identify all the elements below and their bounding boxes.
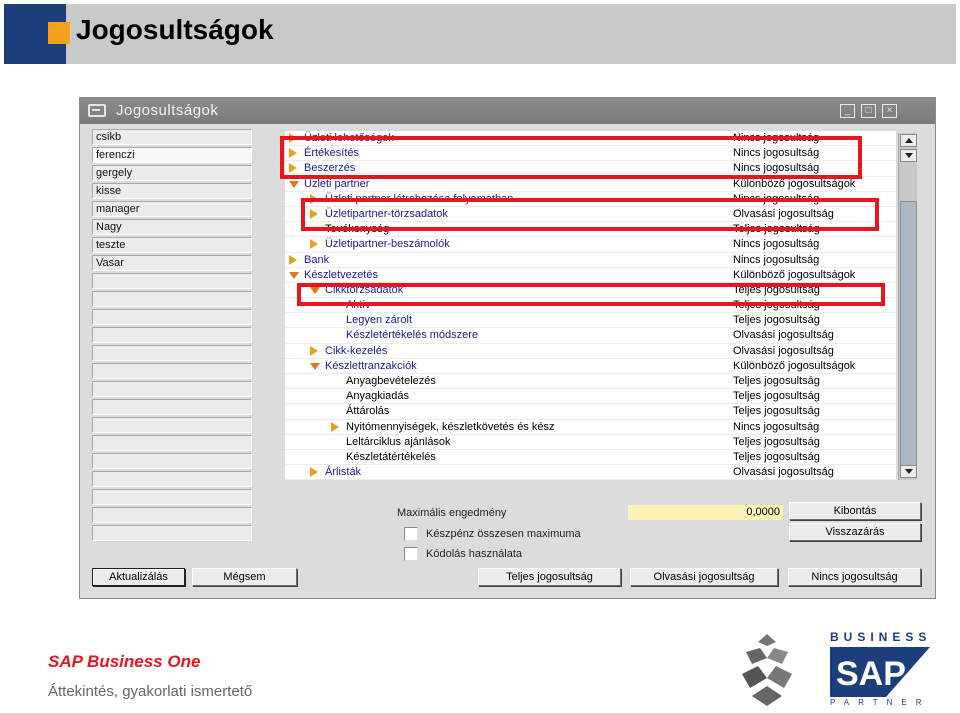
user-item[interactable] (92, 381, 252, 397)
scroll-up-button[interactable] (900, 134, 917, 147)
user-item[interactable] (92, 345, 252, 361)
collapsed-arrow-icon[interactable] (310, 467, 318, 477)
update-button[interactable]: Aktualizálás (92, 568, 185, 586)
tree-row-label: Üzletipartner-törzsadatok (325, 207, 448, 220)
scroll-down-bottom-button[interactable] (900, 465, 917, 478)
user-item[interactable] (92, 327, 252, 343)
cash-total-label: Készpénz összesen maximuma (426, 528, 581, 540)
tree-row-label: Üzletipartner-beszámolók (325, 238, 450, 251)
expand-button[interactable]: Kibontás (789, 502, 921, 520)
tree-row-permission[interactable]: Teljes jogosultság (733, 375, 820, 387)
collapsed-arrow-icon[interactable] (331, 422, 339, 432)
user-item[interactable] (92, 489, 252, 505)
coding-label: Kódolás használata (426, 548, 523, 560)
tree-row-permission[interactable]: Nincs jogosultság (733, 253, 820, 266)
tree-row-permission[interactable]: Teljes jogosultság (733, 450, 820, 463)
tree-row-permission[interactable]: Különböző jogosultságok (733, 177, 856, 190)
header-orange-square (48, 22, 70, 44)
window-form-icon (88, 104, 106, 117)
tree-row-permission[interactable]: Nincs jogosultság (733, 132, 820, 144)
coding-checkbox[interactable] (404, 547, 418, 561)
sap-business-partner-logo (830, 630, 930, 710)
highlight-sales-purchase (280, 136, 862, 179)
tree-row-label: Készletvezetés (304, 268, 378, 281)
user-item[interactable] (92, 435, 252, 451)
tree-row[interactable] (285, 253, 896, 268)
tree-row-permission[interactable]: Teljes jogosultság (733, 283, 820, 296)
tree-row[interactable] (285, 435, 896, 450)
collapse-button[interactable]: Visszazárás (789, 523, 921, 541)
user-item[interactable]: kisse (92, 183, 252, 199)
tree-row[interactable] (285, 344, 896, 359)
highlight-item-master (297, 283, 885, 306)
slide-title: Jogosultságok (76, 14, 274, 45)
window-title: Jogosultságok (116, 102, 219, 119)
tree-row-label: Üzleti partner (304, 177, 370, 190)
tree-row-permission[interactable]: Különböző jogosultságok (733, 359, 856, 372)
tree-row-label: Készletértékelés módszere (346, 329, 479, 342)
tree-row-label: Nyitómennyiségek, készletkövetés és kész (346, 420, 555, 433)
user-item[interactable] (92, 471, 252, 487)
tree-row-permission[interactable]: Különböző jogosultságok (733, 268, 856, 281)
tree-row[interactable] (285, 374, 896, 389)
tree-row-label: Értékesítés (304, 147, 360, 160)
user-item[interactable] (92, 363, 252, 379)
user-item[interactable] (92, 453, 252, 469)
tree-row[interactable] (285, 420, 896, 435)
tree-row-label: Készlettranzakciók (325, 359, 417, 372)
scroll-thumb[interactable] (900, 201, 917, 469)
tree-row[interactable] (285, 465, 896, 480)
full-permission-button[interactable]: Teljes jogosultság (478, 568, 621, 586)
tree-row-label: Anyagkiadás (346, 390, 409, 403)
tree-row-permission[interactable]: Nincs jogosultság (733, 238, 820, 251)
tree-row-permission[interactable]: Teljes jogosultság (733, 299, 820, 312)
scroll-down-button[interactable] (900, 149, 917, 162)
tree-row-label: Cikktörzsadatok (325, 283, 404, 296)
tree-row-label: Aktív (346, 299, 371, 312)
cash-total-checkbox[interactable] (404, 527, 418, 541)
max-discount-field[interactable]: 0,0000 (628, 505, 783, 520)
tree-row-label: Üzleti partner létrehozása folyamatban (325, 192, 514, 205)
footer-brand: SAP Business One (48, 652, 201, 671)
collapsed-arrow-icon[interactable] (289, 255, 297, 265)
tree-row-permission[interactable]: Teljes jogosultság (733, 223, 820, 236)
user-item[interactable] (92, 291, 252, 307)
tree-scrollbar[interactable] (898, 133, 917, 480)
tree-row[interactable] (285, 450, 896, 465)
logo-partner-text: PARTNER (830, 698, 931, 707)
user-item[interactable]: gergely (92, 165, 252, 181)
maximize-button[interactable]: □ (861, 104, 876, 118)
slide-header (4, 4, 956, 64)
tree-row-label: Leltárciklus ajánlások (346, 435, 451, 448)
tree-row[interactable] (285, 313, 896, 328)
user-item[interactable]: Vasar (92, 255, 252, 271)
expanded-arrow-icon[interactable] (289, 272, 299, 279)
partner-swirl-logo (738, 630, 796, 710)
user-item[interactable] (92, 399, 252, 415)
tree-row-label: Bank (304, 253, 330, 266)
tree-row-permission[interactable]: Teljes jogosultság (733, 435, 820, 448)
tree-row-permission[interactable]: Olvasási jogosultság (733, 207, 834, 220)
logo-business-text: BUSINESS (830, 630, 932, 644)
expanded-arrow-icon[interactable] (289, 181, 299, 188)
user-item[interactable] (92, 417, 252, 433)
user-item[interactable]: Nagy (92, 219, 252, 235)
collapsed-arrow-icon[interactable] (310, 346, 318, 356)
tree-row[interactable] (285, 404, 896, 419)
tree-row-label: Üzleti lehetőségek (304, 132, 394, 144)
minimize-button[interactable]: _ (840, 104, 855, 118)
sap-mark-icon (830, 647, 930, 697)
highlight-bp-master (301, 198, 879, 231)
tree-row-permission[interactable]: Nincs jogosultság (733, 162, 820, 175)
tree-row-permission[interactable]: Nincs jogosultság (733, 192, 820, 205)
expanded-arrow-icon[interactable] (310, 363, 320, 370)
tree-row-permission[interactable]: Olvasási jogosultság (733, 344, 834, 357)
tree-row-permission[interactable]: Nincs jogosultság (733, 420, 820, 433)
tree-row[interactable] (285, 359, 896, 374)
user-item[interactable]: ferenczi (92, 147, 252, 163)
window-titlebar[interactable] (80, 98, 935, 124)
user-item[interactable] (92, 525, 252, 541)
tree-row[interactable] (285, 389, 896, 404)
user-list (92, 129, 252, 543)
user-item[interactable]: teszte (92, 237, 252, 253)
sap-mark-text: SAP (836, 655, 906, 693)
close-button[interactable]: × (882, 104, 897, 118)
tree-row-label: Anyagbevételezés (346, 375, 436, 387)
tree-row-label: Tevékenység (325, 223, 390, 236)
tree-row-permission[interactable]: Olvasási jogosultság (733, 329, 834, 342)
read-permission-button[interactable]: Olvasási jogosultság (630, 568, 778, 586)
collapsed-arrow-icon[interactable] (310, 239, 318, 249)
tree-row-label: Készletátértékelés (346, 450, 436, 463)
tree-row-label: Árlisták (325, 466, 362, 479)
no-permission-button[interactable]: Nincs jogosultság (788, 568, 921, 586)
tree-row-label: Áttárolás (346, 405, 390, 418)
tree-row-permission[interactable]: Olvasási jogosultság (733, 466, 834, 479)
tree-row-label: Beszerzés (304, 162, 356, 175)
tree-row[interactable] (285, 328, 896, 343)
tree-row-label: Legyen zárolt (346, 314, 413, 327)
tree-row-permission[interactable]: Teljes jogosultság (733, 314, 820, 327)
user-item[interactable]: csikb (92, 129, 252, 145)
user-item[interactable]: manager (92, 201, 252, 217)
user-item[interactable] (92, 507, 252, 523)
max-discount-label: Maximális engedmény (397, 507, 507, 519)
cancel-button[interactable]: Mégsem (192, 568, 297, 586)
tree-row-permission[interactable]: Teljes jogosultság (733, 405, 820, 418)
tree-row-permission[interactable]: Nincs jogosultság (733, 147, 820, 160)
tree-row[interactable] (285, 268, 896, 283)
tree-row-permission[interactable]: Teljes jogosultság (733, 390, 820, 403)
footer-subtitle: Áttekintés, gyakorlati ismertető (48, 683, 253, 700)
user-item[interactable] (92, 309, 252, 325)
tree-row-label: Cikk-kezelés (325, 344, 388, 357)
user-item[interactable] (92, 273, 252, 289)
tree-row[interactable] (285, 237, 896, 252)
